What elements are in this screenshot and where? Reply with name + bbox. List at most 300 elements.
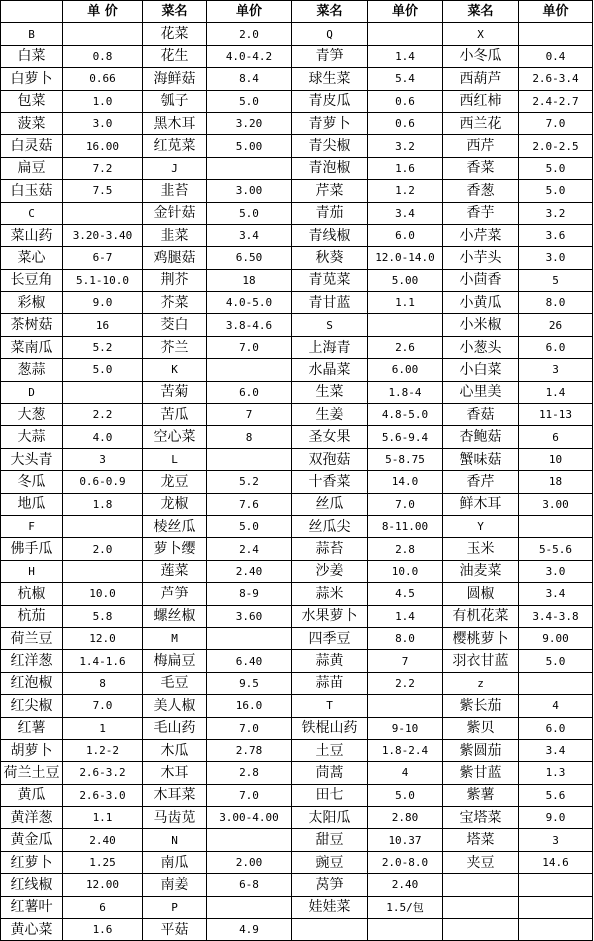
vegetable-name: 龙椒 — [143, 493, 207, 515]
unit-price: 1.6 — [63, 919, 143, 941]
unit-price: 2.40 — [207, 560, 292, 582]
vegetable-name: 丝瓜尖 — [292, 515, 368, 537]
unit-price: 1.8-4 — [368, 381, 443, 403]
unit-price: 3 — [519, 829, 593, 851]
unit-price: 5-5.6 — [519, 538, 593, 560]
unit-price: 2.0-2.5 — [519, 135, 593, 157]
table-row — [1, 515, 593, 537]
vegetable-name: 红线椒 — [1, 874, 63, 896]
unit-price: 3.20 — [207, 112, 292, 134]
unit-price: 26 — [519, 314, 593, 336]
vegetable-name: 佛手瓜 — [1, 538, 63, 560]
unit-price: 5.1-10.0 — [63, 269, 143, 291]
unit-price: 1.4 — [368, 605, 443, 627]
vegetable-name: 韭苔 — [143, 180, 207, 202]
unit-price: 3.0 — [519, 560, 593, 582]
unit-price: 6.00 — [368, 359, 443, 381]
unit-price — [207, 627, 292, 649]
unit-price: 1 — [63, 717, 143, 739]
vegetable-name: 圆椒 — [443, 583, 519, 605]
vegetable-name: 荷兰土豆 — [1, 762, 63, 784]
vegetable-name: 西葫芦 — [443, 68, 519, 90]
section-letter: D — [1, 381, 63, 403]
vegetable-name: 紫薯 — [443, 784, 519, 806]
unit-price: 5.00 — [207, 135, 292, 157]
vegetable-name: 金针菇 — [143, 202, 207, 224]
vegetable-name: 彩椒 — [1, 292, 63, 314]
vegetable-name: 茭白 — [143, 314, 207, 336]
unit-price: 3.60 — [207, 605, 292, 627]
unit-price: 12.0 — [63, 627, 143, 649]
section-letter: K — [143, 359, 207, 381]
vegetable-name: 沙姜 — [292, 560, 368, 582]
vegetable-name: 菜心 — [1, 247, 63, 269]
table-row — [1, 627, 593, 649]
vegetable-name: 平菇 — [143, 919, 207, 941]
vegetable-name: 菜南瓜 — [1, 336, 63, 358]
unit-price: 10.0 — [368, 560, 443, 582]
unit-price: 9.00 — [519, 627, 593, 649]
vegetable-name: 红薯叶 — [1, 896, 63, 918]
unit-price: 7.0 — [207, 336, 292, 358]
unit-price: 6.0 — [519, 336, 593, 358]
unit-price: 0.6 — [368, 112, 443, 134]
table-row — [1, 336, 593, 358]
unit-price: 1.1 — [368, 292, 443, 314]
header-cell: 菜名 — [443, 1, 519, 23]
empty-cell — [292, 919, 368, 941]
unit-price: 4 — [368, 762, 443, 784]
vegetable-name: 长豆角 — [1, 269, 63, 291]
vegetable-name: 有机花菜 — [443, 605, 519, 627]
vegetable-name: 小黄瓜 — [443, 292, 519, 314]
vegetable-name: 小冬瓜 — [443, 45, 519, 67]
vegetable-name: 香芹 — [443, 471, 519, 493]
vegetable-name: 球生菜 — [292, 68, 368, 90]
unit-price: 1.25 — [63, 851, 143, 873]
unit-price: 3.2 — [368, 135, 443, 157]
vegetable-name: 西红柿 — [443, 90, 519, 112]
vegetable-name: 黄洋葱 — [1, 807, 63, 829]
empty-cell — [443, 874, 519, 896]
unit-price: 2.6-3.4 — [519, 68, 593, 90]
unit-price: 2.0-8.0 — [368, 851, 443, 873]
unit-price: 5.8 — [63, 605, 143, 627]
table-row — [1, 717, 593, 739]
vegetable-name: 苦菊 — [143, 381, 207, 403]
table-row — [1, 157, 593, 179]
vegetable-name: 木耳菜 — [143, 784, 207, 806]
vegetable-name: 大葱 — [1, 404, 63, 426]
vegetable-name: 黄瓜 — [1, 784, 63, 806]
unit-price: 5.0 — [207, 202, 292, 224]
unit-price: 10 — [519, 448, 593, 470]
table-row — [1, 493, 593, 515]
vegetable-name: 秋葵 — [292, 247, 368, 269]
vegetable-name: 荆芥 — [143, 269, 207, 291]
unit-price — [519, 515, 593, 537]
section-letter: C — [1, 202, 63, 224]
vegetable-name: 小芹菜 — [443, 224, 519, 246]
header-cell: 菜名 — [143, 1, 207, 23]
vegetable-name: 小葱头 — [443, 336, 519, 358]
vegetable-name: 玉米 — [443, 538, 519, 560]
vegetable-name: 茼蒿 — [292, 762, 368, 784]
vegetable-name: 白菜 — [1, 45, 63, 67]
vegetable-name: 荷兰豆 — [1, 627, 63, 649]
unit-price: 6 — [519, 426, 593, 448]
table-row — [1, 180, 593, 202]
unit-price: 7 — [368, 650, 443, 672]
vegetable-name: 梅扁豆 — [143, 650, 207, 672]
vegetable-name: 四季豆 — [292, 627, 368, 649]
unit-price: 9.0 — [63, 292, 143, 314]
unit-price: 0.4 — [519, 45, 593, 67]
vegetable-name: 青茄 — [292, 202, 368, 224]
vegetable-name: 水晶菜 — [292, 359, 368, 381]
unit-price — [207, 359, 292, 381]
empty-cell — [519, 874, 593, 896]
unit-price: 5.00 — [368, 269, 443, 291]
unit-price: 7 — [207, 404, 292, 426]
unit-price: 4.0-4.2 — [207, 45, 292, 67]
unit-price: 2.00 — [207, 851, 292, 873]
unit-price: 2.8 — [207, 762, 292, 784]
vegetable-name: 红尖椒 — [1, 695, 63, 717]
vegetable-name: 青线椒 — [292, 224, 368, 246]
vegetable-name: 土豆 — [292, 739, 368, 761]
vegetable-name: 紫长茄 — [443, 695, 519, 717]
unit-price: 1.8 — [63, 493, 143, 515]
vegetable-name: 鸡腿菇 — [143, 247, 207, 269]
vegetable-name: 芦笋 — [143, 583, 207, 605]
vegetable-name: 羽衣甘蓝 — [443, 650, 519, 672]
vegetable-name: 青甘蓝 — [292, 292, 368, 314]
vegetable-name: 白萝卜 — [1, 68, 63, 90]
unit-price: 9-10 — [368, 717, 443, 739]
vegetable-name: 太阳瓜 — [292, 807, 368, 829]
unit-price: 1.4-1.6 — [63, 650, 143, 672]
section-letter: L — [143, 448, 207, 470]
table-row — [1, 224, 593, 246]
unit-price: 7.5 — [63, 180, 143, 202]
unit-price: 3.20-3.40 — [63, 224, 143, 246]
unit-price: 3.0 — [519, 247, 593, 269]
vegetable-name: 上海青 — [292, 336, 368, 358]
vegetable-name: 茶树菇 — [1, 314, 63, 336]
vegetable-name: 油麦菜 — [443, 560, 519, 582]
unit-price: 10.37 — [368, 829, 443, 851]
unit-price: 3.2 — [519, 202, 593, 224]
vegetable-name: 杭茄 — [1, 605, 63, 627]
unit-price: 18 — [519, 471, 593, 493]
table-row — [1, 672, 593, 694]
unit-price: 1.1 — [63, 807, 143, 829]
table-row — [1, 90, 593, 112]
vegetable-name: 南姜 — [143, 874, 207, 896]
unit-price: 9.0 — [519, 807, 593, 829]
vegetable-name: 香菜 — [443, 157, 519, 179]
vegetable-name: 萝卜缨 — [143, 538, 207, 560]
vegetable-name: 蒜米 — [292, 583, 368, 605]
vegetable-name: 葱蒜 — [1, 359, 63, 381]
vegetable-name: 花生 — [143, 45, 207, 67]
vegetable-name: 青尖椒 — [292, 135, 368, 157]
section-letter: Y — [443, 515, 519, 537]
unit-price: 6.50 — [207, 247, 292, 269]
vegetable-name: 田七 — [292, 784, 368, 806]
unit-price: 1.5/包 — [368, 896, 443, 918]
vegetable-name: 塔菜 — [443, 829, 519, 851]
vegetable-name: 白玉菇 — [1, 180, 63, 202]
vegetable-name: 地瓜 — [1, 493, 63, 515]
vegetable-name: 菜山药 — [1, 224, 63, 246]
unit-price: 3.00-4.00 — [207, 807, 292, 829]
unit-price: 3.4 — [519, 739, 593, 761]
unit-price: 0.8 — [63, 45, 143, 67]
table-row — [1, 538, 593, 560]
unit-price: 2.2 — [368, 672, 443, 694]
vegetable-name: 红洋葱 — [1, 650, 63, 672]
unit-price: 7.0 — [519, 112, 593, 134]
empty-cell — [443, 896, 519, 918]
unit-price: 7.0 — [368, 493, 443, 515]
unit-price — [63, 381, 143, 403]
unit-price: 16.0 — [207, 695, 292, 717]
table-row — [1, 807, 593, 829]
unit-price: 1.4 — [368, 45, 443, 67]
unit-price: 1.0 — [63, 90, 143, 112]
unit-price: 5.0 — [63, 359, 143, 381]
unit-price: 2.6-3.0 — [63, 784, 143, 806]
unit-price: 3.8-4.6 — [207, 314, 292, 336]
table-row — [1, 605, 593, 627]
vegetable-name: 蒜黄 — [292, 650, 368, 672]
unit-price: 3 — [63, 448, 143, 470]
unit-price — [207, 829, 292, 851]
unit-price: 3.4 — [368, 202, 443, 224]
header-cell-blank — [1, 1, 63, 23]
vegetable-name: 花菜 — [143, 23, 207, 45]
unit-price — [368, 314, 443, 336]
unit-price: 3.00 — [519, 493, 593, 515]
vegetable-name: 小芋头 — [443, 247, 519, 269]
unit-price: 7.0 — [207, 717, 292, 739]
table-row — [1, 359, 593, 381]
unit-price: 6-8 — [207, 874, 292, 896]
unit-price: 3.6 — [519, 224, 593, 246]
unit-price: 2.6 — [368, 336, 443, 358]
table-row — [1, 896, 593, 918]
unit-price: 10.0 — [63, 583, 143, 605]
empty-cell — [368, 919, 443, 941]
unit-price: 18 — [207, 269, 292, 291]
unit-price — [63, 515, 143, 537]
vegetable-name: 黄金瓜 — [1, 829, 63, 851]
unit-price: 5.0 — [368, 784, 443, 806]
section-letter: J — [143, 157, 207, 179]
vegetable-name: 西兰花 — [443, 112, 519, 134]
unit-price: 1.6 — [368, 157, 443, 179]
unit-price: 14.6 — [519, 851, 593, 873]
unit-price: 5.4 — [368, 68, 443, 90]
vegetable-name: 芹菜 — [292, 180, 368, 202]
vegetable-name: 红萝卜 — [1, 851, 63, 873]
empty-cell — [519, 896, 593, 918]
vegetable-name: 红薯 — [1, 717, 63, 739]
unit-price: 6.40 — [207, 650, 292, 672]
vegetable-name: 铁棍山药 — [292, 717, 368, 739]
section-letter: H — [1, 560, 63, 582]
unit-price — [519, 23, 593, 45]
vegetable-name: 青笋 — [292, 45, 368, 67]
vegetable-name: 大头青 — [1, 448, 63, 470]
unit-price: 2.4 — [207, 538, 292, 560]
unit-price: 4.9 — [207, 919, 292, 941]
unit-price: 3.4 — [207, 224, 292, 246]
vegetable-name: 莲菜 — [143, 560, 207, 582]
unit-price: 4.8-5.0 — [368, 404, 443, 426]
section-letter: B — [1, 23, 63, 45]
vegetable-name: 青泡椒 — [292, 157, 368, 179]
unit-price: 2.2 — [63, 404, 143, 426]
unit-price — [63, 23, 143, 45]
unit-price: 0.66 — [63, 68, 143, 90]
unit-price: 7.0 — [207, 784, 292, 806]
vegetable-name: 杏鲍菇 — [443, 426, 519, 448]
table-row — [1, 45, 593, 67]
table-row — [1, 135, 593, 157]
vegetable-name: 海鲜菇 — [143, 68, 207, 90]
table-row — [1, 202, 593, 224]
table-row — [1, 784, 593, 806]
vegetable-name: 香葱 — [443, 180, 519, 202]
vegetable-name: 紫贝 — [443, 717, 519, 739]
unit-price: 9.5 — [207, 672, 292, 694]
header-cell: 单 价 — [63, 1, 143, 23]
unit-price: 4.0-5.0 — [207, 292, 292, 314]
vegetable-name: 生菜 — [292, 381, 368, 403]
unit-price: 1.8-2.4 — [368, 739, 443, 761]
vegetable-name: 香芋 — [443, 202, 519, 224]
vegetable-name: 胡萝卜 — [1, 739, 63, 761]
unit-price: 5.0 — [519, 180, 593, 202]
vegetable-name: 青萝卜 — [292, 112, 368, 134]
price-rows — [1, 23, 593, 941]
unit-price: 8.0 — [519, 292, 593, 314]
unit-price: 2.40 — [63, 829, 143, 851]
unit-price: 8 — [63, 672, 143, 694]
section-letter: X — [443, 23, 519, 45]
unit-price: 5.6-9.4 — [368, 426, 443, 448]
unit-price: 2.40 — [368, 874, 443, 896]
unit-price: 5.0 — [207, 515, 292, 537]
unit-price: 3.4-3.8 — [519, 605, 593, 627]
vegetable-name: 包菜 — [1, 90, 63, 112]
vegetable-name: 双孢菇 — [292, 448, 368, 470]
unit-price: 4.0 — [63, 426, 143, 448]
unit-price: 5 — [519, 269, 593, 291]
vegetable-name: 甜豆 — [292, 829, 368, 851]
unit-price: 14.0 — [368, 471, 443, 493]
vegetable-name: 西芹 — [443, 135, 519, 157]
vegetable-name: 夹豆 — [443, 851, 519, 873]
unit-price: 3.4 — [519, 583, 593, 605]
unit-price: 6-7 — [63, 247, 143, 269]
vegetable-name: 美人椒 — [143, 695, 207, 717]
table-row — [1, 247, 593, 269]
vegetable-name: 毛山药 — [143, 717, 207, 739]
vegetable-name: 鲜木耳 — [443, 493, 519, 515]
vegetable-name: 小茴香 — [443, 269, 519, 291]
vegetable-name: 黑木耳 — [143, 112, 207, 134]
vegetable-name: 龙豆 — [143, 471, 207, 493]
table-row — [1, 292, 593, 314]
table-row — [1, 426, 593, 448]
section-letter: N — [143, 829, 207, 851]
unit-price: 3 — [519, 359, 593, 381]
table-row — [1, 448, 593, 470]
unit-price: 6.0 — [519, 717, 593, 739]
vegetable-name: 南瓜 — [143, 851, 207, 873]
unit-price: 5.6 — [519, 784, 593, 806]
vegetable-name: 心里美 — [443, 381, 519, 403]
unit-price: 6.0 — [368, 224, 443, 246]
table-row — [1, 851, 593, 873]
unit-price — [207, 896, 292, 918]
vegetable-name: 樱桃萝卜 — [443, 627, 519, 649]
vegetable-name: 毛豆 — [143, 672, 207, 694]
vegetable-name: 芥兰 — [143, 336, 207, 358]
unit-price: 8.0 — [368, 627, 443, 649]
vegetable-name: 娃娃菜 — [292, 896, 368, 918]
vegetable-name: 豌豆 — [292, 851, 368, 873]
vegetable-name: 冬瓜 — [1, 471, 63, 493]
unit-price: 12.00 — [63, 874, 143, 896]
vegetable-name: 红泡椒 — [1, 672, 63, 694]
table-row — [1, 762, 593, 784]
section-letter: P — [143, 896, 207, 918]
vegetable-name: 生姜 — [292, 404, 368, 426]
vegetable-name: 宝塔菜 — [443, 807, 519, 829]
unit-price: 2.6-3.2 — [63, 762, 143, 784]
header-cell: 单价 — [519, 1, 593, 23]
table-row — [1, 68, 593, 90]
unit-price — [63, 560, 143, 582]
section-letter: M — [143, 627, 207, 649]
vegetable-name: 圣女果 — [292, 426, 368, 448]
vegetable-name: 苦瓜 — [143, 404, 207, 426]
unit-price: 8-9 — [207, 583, 292, 605]
section-letter: z — [443, 672, 519, 694]
header-cell: 单价 — [207, 1, 292, 23]
vegetable-name: 十香菜 — [292, 471, 368, 493]
vegetable-name: 红苋菜 — [143, 135, 207, 157]
unit-price: 2.0 — [63, 538, 143, 560]
table-row — [1, 739, 593, 761]
vegetable-name: 黄心菜 — [1, 919, 63, 941]
header-row — [1, 1, 593, 23]
unit-price — [63, 202, 143, 224]
unit-price: 5.2 — [207, 471, 292, 493]
vegetable-name: 小白菜 — [443, 359, 519, 381]
unit-price: 5.0 — [207, 90, 292, 112]
vegetable-name: 蟹味菇 — [443, 448, 519, 470]
vegetable-name: 紫甘蓝 — [443, 762, 519, 784]
section-letter: S — [292, 314, 368, 336]
unit-price: 12.0-14.0 — [368, 247, 443, 269]
vegetable-name: 杭椒 — [1, 583, 63, 605]
